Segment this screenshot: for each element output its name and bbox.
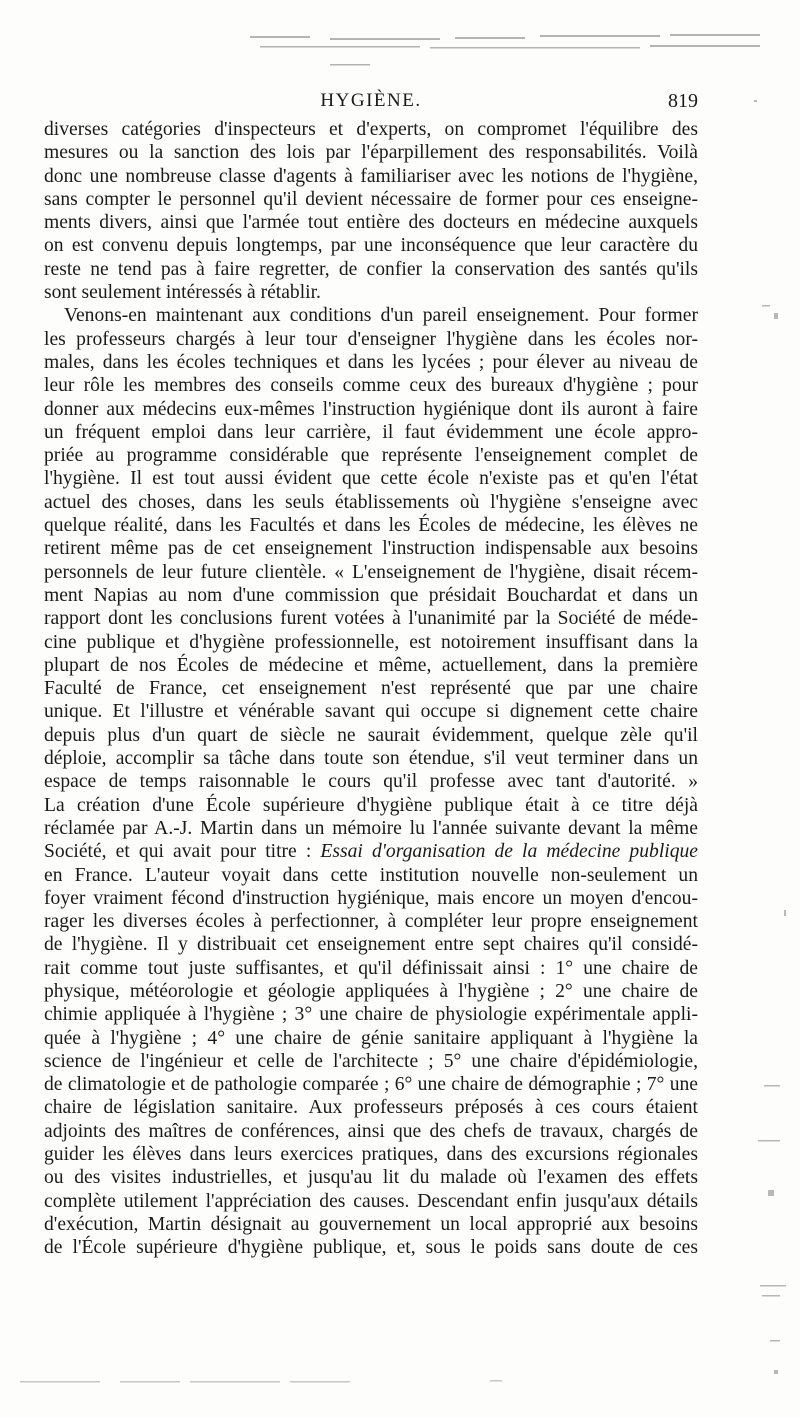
text-line: réclamée par A.-J. Martin dans un mémoire lu l'année suivante devant la même	[44, 817, 698, 839]
text-line: physique, météorologie et géologie appliquées à l'hygiène ; 2° une chaire de	[44, 980, 698, 1002]
text-line: mesures ou la sanction des lois par l'éparpillement des responsabilités. Voilà	[44, 142, 698, 164]
text-line: personnels de leur future clientèle. « L'enseignement de l'hygiène, disait récem-	[44, 561, 698, 583]
text-line: adjoints des maîtres de conférences, ainsi que des chefs de travaux, chargés de	[44, 1120, 698, 1142]
text-line: complète utilement l'appréciation des causes. Descendant enfin jusqu'aux détails	[44, 1190, 698, 1212]
paragraph-1	[44, 118, 698, 304]
page-number: 819	[668, 90, 698, 112]
text-line: espace de temps raisonnable le cours qu'il professe avec tant d'autorité. »	[44, 771, 698, 793]
scan-bleed-through-bottom	[20, 1378, 520, 1386]
text-line: Faculté de France, cet enseignement n'est représenté que par une chaire	[44, 678, 698, 700]
text-line: de l'hygiène. Il y distribuait cet enseignement entre sept chaires qu'il considé-	[44, 934, 698, 956]
text-line: l'hygiène. Il est tout aussi évident que cette école n'existe pas et qu'en l'état	[44, 468, 698, 490]
text-line: chimie appliquée à l'hygiène ; 3° une chaire de physiologie expérimentale appli-	[44, 1004, 698, 1026]
text-line-with-title	[44, 840, 698, 863]
text-line: priée au programme considérable que représente l'enseignement complet de	[44, 445, 698, 467]
text-line: La création d'une École supérieure d'hygiène publique était à ce titre déjà	[44, 794, 698, 816]
text-line: rapport dont les conclusions furent votées à l'unanimité par la Société de méde-	[44, 608, 698, 630]
text-line: retirent même pas de cet enseignement l'instruction indispensable aux besoins	[44, 538, 698, 560]
text-line: de l'École supérieure d'hygiène publique, et, sous le poids sans doute de ces	[44, 1237, 698, 1259]
text-line: diverses catégories d'inspecteurs et d'experts, on compromet l'équilibre des	[44, 119, 698, 140]
text-line: depuis plus d'un quart de siècle ne saurait évidemment, quelque zèle qu'il	[44, 724, 698, 746]
text-line: actuel des choses, dans les seuls établissements où l'hygiène s'enseigne avec	[44, 491, 698, 513]
text-line: sont seulement intéressés à rétablir.	[44, 282, 321, 304]
text-line: donner aux médecins eux-mêmes l'instruction hygiénique dont ils auront à faire	[44, 398, 698, 420]
text-line: cine publique et d'hygiène professionnelle, est notoirement insuffisant dans la	[44, 631, 698, 653]
text-line: on est convenu depuis longtemps, par une inconséquence que leur caractère du	[44, 235, 698, 257]
text-line: Venons-en maintenant aux conditions d'un pareil enseignement. Pour former	[64, 305, 698, 327]
scan-margin-specks	[744, 80, 800, 1410]
text-line: rait comme tout juste suffisantes, et qu'il définissait ainsi : 1° une chaire de	[44, 957, 698, 979]
paragraph-2	[44, 304, 698, 1259]
essay-title: Essai d'organisation de la médecine publique	[320, 841, 699, 863]
text-line: ments divers, ainsi que l'armée tout entière des docteurs en médecine auxquels	[44, 212, 698, 234]
text-line: quée à l'hygiène ; 4° une chaire de génie sanitaire appliquant à l'hygiène la	[44, 1027, 698, 1049]
text-line: plupart de nos Écoles de médecine et même, actuellement, dans la première	[44, 654, 698, 676]
text-line: rager les diverses écoles à perfectionner, à compléter leur propre enseignement	[44, 911, 698, 933]
text-line: les professeurs chargés à leur tour d'enseigner l'hygiène dans les écoles nor-	[44, 328, 698, 350]
text-line: males, dans les écoles techniques et dans les lycées ; pour élever au niveau de	[44, 351, 698, 373]
text-line: ment Napias au nom d'une commission que présidait Bouchardat et dans un	[44, 584, 698, 606]
text-line: ou des visites industrielles, et jusqu'au lit du malade où l'examen des effets	[44, 1167, 698, 1189]
text-line: déploie, accomplir sa tâche dans toute son étendue, s'il veut terminer dans un	[44, 748, 698, 770]
text-line: foyer vraiment fécond d'instruction hygiénique, mais encore un moyen d'encou-	[44, 887, 698, 909]
running-title: HYGIÈNE.	[320, 90, 422, 111]
text-line: de climatologie et de pathologie comparée ; 6° une chaire de démographie ; 7° une	[44, 1074, 698, 1096]
text-line: reste ne tend pas à faire regretter, de confier la conservation des santés qu'ils	[44, 258, 698, 280]
text-line: chaire de législation sanitaire. Aux professeurs préposés à ces cours étaient	[44, 1097, 698, 1119]
body-text	[44, 118, 698, 1260]
text-line: quelque réalité, dans les Facultés et dans les Écoles de médecine, les élèves ne	[44, 515, 698, 537]
text-line: en France. L'auteur voyait dans cette institution nouvelle non-seulement un	[44, 864, 698, 886]
text-line: leur rôle les membres des conseils comme ceux des bureaux d'hygiène ; pour	[44, 375, 698, 397]
text-line: donc une nombreuse classe d'agents à familiariser avec les notions de l'hygiène,	[44, 165, 698, 187]
running-head	[44, 88, 698, 118]
text-line: science de l'ingénieur et celle de l'architecte ; 5° une chaire d'épidémiologie,	[44, 1050, 698, 1072]
text-line: d'exécution, Martin désignait au gouvernement un local approprié aux besoins	[44, 1213, 698, 1235]
text-line: guider les élèves dans leurs exercices pratiques, dans des excursions régionales	[44, 1144, 698, 1166]
scan-bleed-through-top	[240, 30, 780, 70]
text-line: un fréquent emploi dans leur carrière, il faut évidemment une école appro-	[44, 421, 698, 443]
text-line: sans compter le personnel qu'il devient nécessaire de former pour ces enseigne-	[44, 188, 698, 210]
text-line: unique. Et l'illustre et vénérable savant qui occupe si dignement cette chaire	[44, 701, 698, 723]
text-fragment: Société, et qui avait pour titre :	[44, 841, 321, 863]
